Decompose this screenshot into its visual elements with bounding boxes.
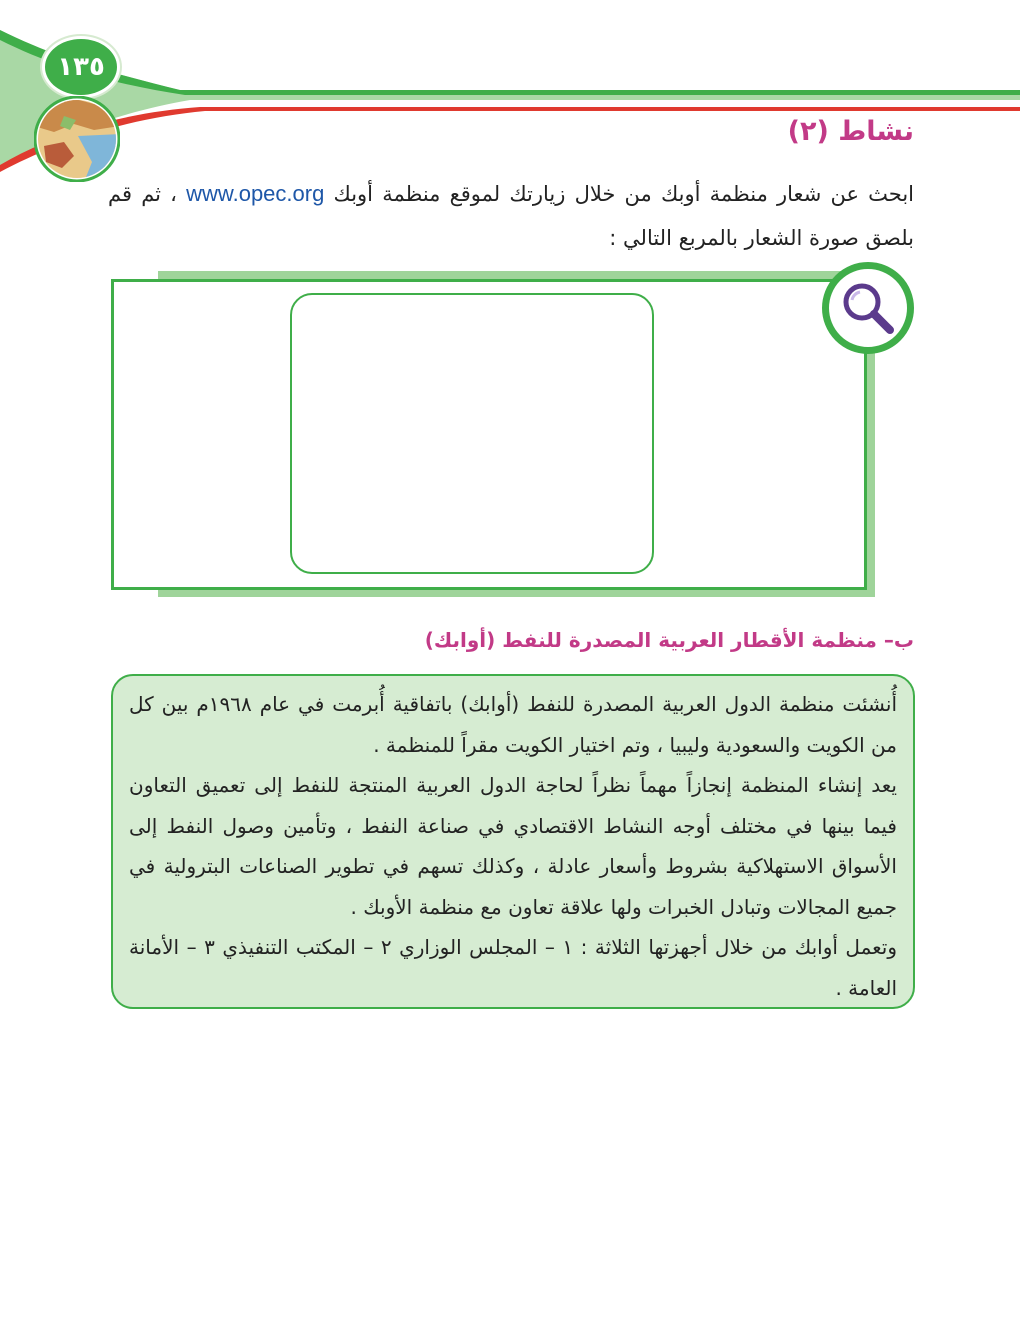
header-band <box>0 0 1020 200</box>
section-heading: ب– منظمة الأقطار العربية المصدرة للنفط (أوابك) <box>424 628 914 652</box>
instruction-text-start: ابحث عن شعار منظمة أوبك من خلال زيارتك لموقع منظمة أوبك <box>324 182 915 206</box>
map-thumbnail-icon <box>34 96 120 182</box>
search-badge <box>822 262 914 354</box>
page-number: ١٣٥ <box>42 36 120 98</box>
paragraph-founding: أُنشئت منظمة الدول العربية المصدرة للنفط (أوابك) باتفاقية أُبرمت في عام ١٩٦٨م بين كل من الكويت والسعودية وليبيا ، وتم اختيار الكويت مقراً للمنظمة . <box>129 692 897 757</box>
paragraph-bodies: وتعمل أوابك من خلال أجهزتها الثلاثة : ١ – المجلس الوزاري ٢ – المكتب التنفيذي ٣ – الأمانة العامة . <box>129 935 898 1000</box>
activity-instruction <box>108 172 914 260</box>
activity-title: نشاط (٢) <box>787 116 914 147</box>
instruction-text-end: ، ثم قم بلصق صورة الشعار بالمربع التالي : <box>108 182 914 250</box>
info-box <box>111 674 915 1009</box>
opec-url-link[interactable]: www.opec.org <box>186 181 325 206</box>
magnifier-icon <box>838 278 898 338</box>
logo-paste-area[interactable] <box>290 293 654 574</box>
paragraph-importance: يعد إنشاء المنظمة إنجازاً مهماً نظراً لحاجة الدول العربية المنتجة للنفط إلى تعميق التعاون فيما بينها في مختلف أوجه النشاط الاقتصادي في صناعة النفط ، وتأمين وصول النفط إلى الأسواق الاستهلاكية بشروط وأسعار عادلة ، وكذلك تسهم في تطوير الصناعات البترولية في جميع المجالات وتبادل الخبرات ولها علاقة تعاون مع منظمة الأوبك . <box>129 773 897 919</box>
